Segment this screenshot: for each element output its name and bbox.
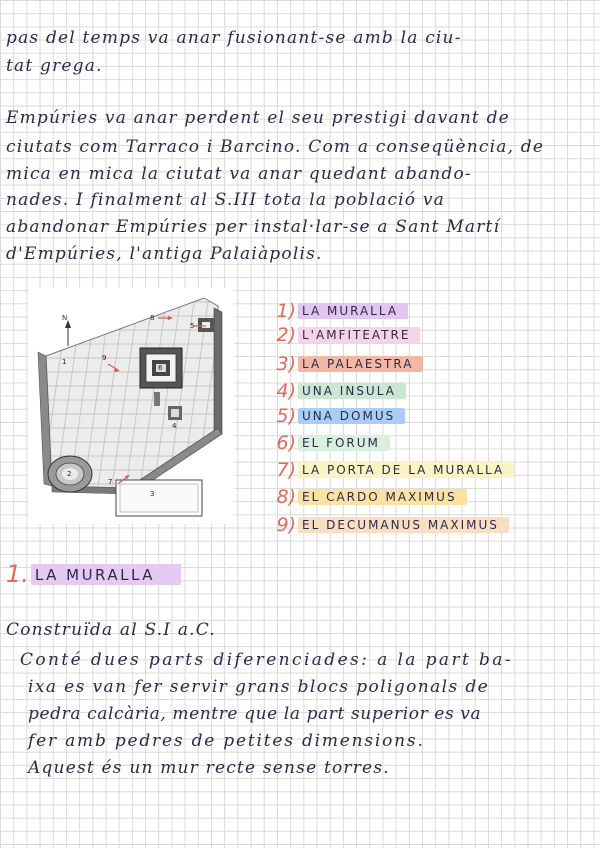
legend-item-1 [268, 300, 408, 322]
section-number: 1. [6, 560, 29, 588]
paragraph-line-6: d'Empúries, l'antiga Palaiàpolis. [6, 244, 323, 264]
map-label-9: 9 [102, 354, 107, 362]
paragraph-line-2: ciutats com Tarraco i Barcino. Com a conseqüència, de [6, 137, 545, 157]
map-label-2: 2 [67, 470, 72, 478]
section-line-1: Construïda al S.I a.C. [6, 620, 216, 640]
legend-item-9 [268, 514, 509, 536]
site-map-drawing [28, 288, 234, 524]
map-label-4: 4 [172, 422, 177, 430]
legend-number: 4) [276, 380, 296, 402]
paragraph-line-3: mica en mica la ciutat va anar quedant abando- [6, 164, 472, 184]
legend-number: 7) [276, 459, 296, 481]
legend-label: UNA DOMUS [298, 408, 405, 424]
legend-label: L'AMFITEATRE [298, 327, 420, 343]
legend-item-2 [268, 324, 420, 346]
paragraph-line-4: nades. I finalment al S.III tota la població va [6, 190, 445, 210]
intro-line-2: tat grega. [6, 56, 103, 76]
map-label-1: 1 [62, 358, 67, 366]
section-line-2: Conté dues parts diferenciades: a la part ba- [20, 650, 513, 670]
section-line-5: fer amb pedres de petites dimensions. [28, 731, 425, 751]
paragraph-line-5: abandonar Empúries per instal·lar-se a Sant Martí [6, 217, 501, 237]
legend-label: EL DECUMANUS MAXIMUS [298, 517, 509, 533]
legend-item-8 [268, 486, 467, 508]
legend-number: 2) [276, 324, 296, 346]
north-arrow-icon [65, 320, 71, 346]
intro-line-1: pas del temps va anar fusionant-se amb la ciu- [6, 28, 462, 48]
legend-label: LA MURALLA [298, 303, 408, 319]
legend-number: 8) [276, 486, 296, 508]
site-map-image [28, 288, 234, 524]
legend-number: 6) [276, 432, 296, 454]
legend-label: LA PALAESTRA [298, 356, 423, 372]
legend-item-5 [268, 405, 405, 427]
map-label-7: 7 [108, 478, 113, 486]
paragraph-line-1: Empúries va anar perdent el seu prestigi davant de [6, 108, 510, 128]
section-heading [6, 560, 181, 588]
legend-item-7 [268, 459, 514, 481]
map-label-3: 3 [150, 490, 155, 498]
section-line-6: Aquest és un mur recte sense torres. [28, 758, 390, 778]
north-label: N [62, 314, 68, 322]
legend-number: 3) [276, 353, 296, 375]
legend-label: LA PORTA DE LA MURALLA [298, 462, 514, 478]
section-title: LA MURALLA [31, 564, 181, 585]
section-line-3: ixa es van fer servir grans blocs poligonals de [28, 677, 490, 697]
map-label-8: 8 [150, 314, 155, 322]
legend-number: 9) [276, 514, 296, 536]
legend-label: EL CARDO MAXIMUS [298, 489, 467, 505]
map-label-6: 6 [158, 364, 163, 372]
legend-item-4 [268, 380, 406, 402]
legend-number: 5) [276, 405, 296, 427]
legend-label: UNA INSULA [298, 383, 406, 399]
legend-number: 1) [276, 300, 296, 322]
map-label-5: 5 [190, 322, 195, 330]
legend-item-6 [268, 432, 390, 454]
legend-label: EL FORUM [298, 435, 390, 451]
section-line-4: pedra calcària, mentre que la part superior es va [28, 704, 482, 724]
legend-item-3 [268, 353, 423, 375]
